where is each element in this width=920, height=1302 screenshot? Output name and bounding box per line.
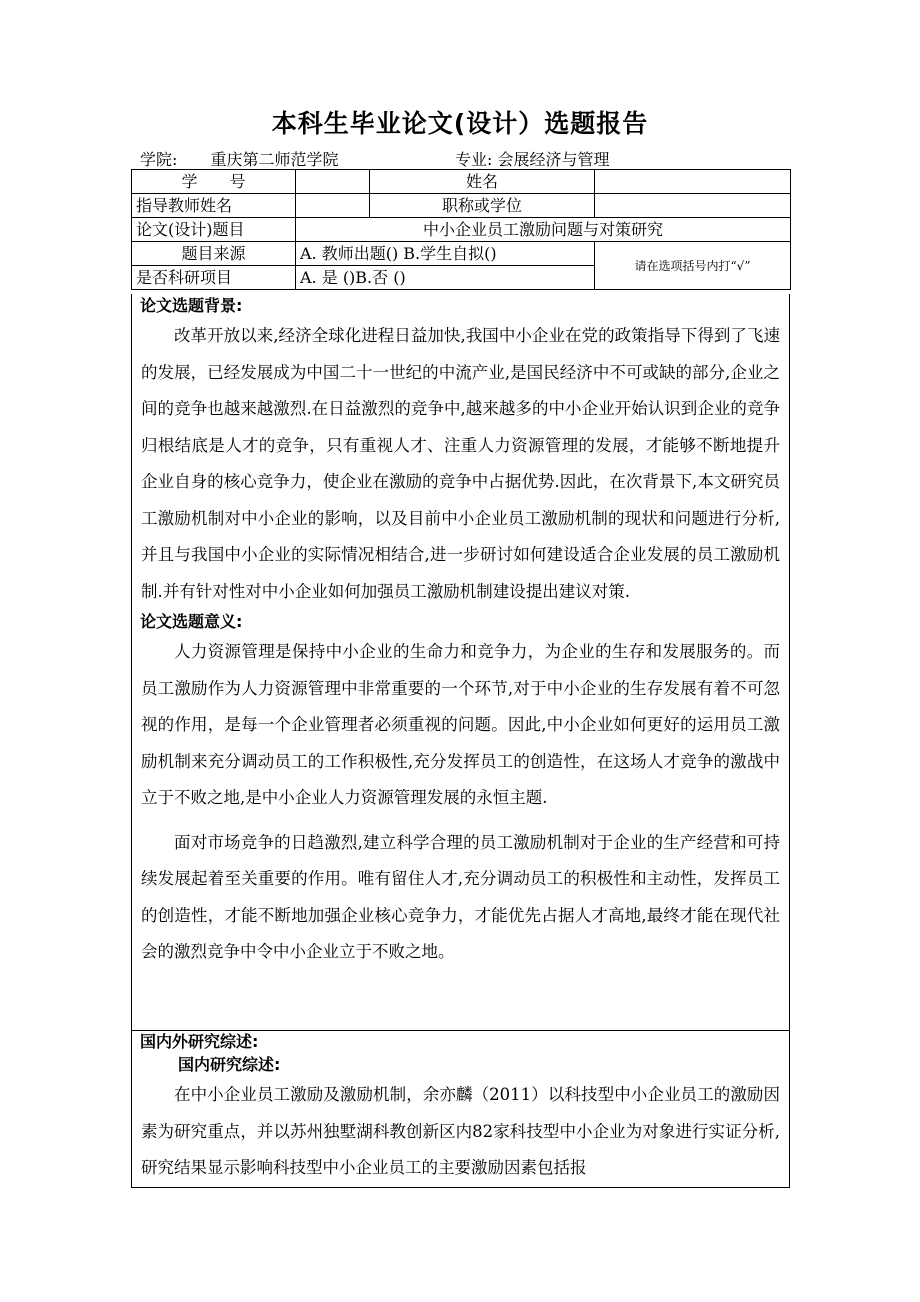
significance-heading: 论文选题意义: xyxy=(140,612,243,631)
advisor-label: 指导教师姓名 xyxy=(132,194,296,218)
info-table xyxy=(131,169,791,290)
student-id-label: 学 号 xyxy=(132,170,296,194)
table-row xyxy=(132,170,791,194)
college-field xyxy=(140,147,339,170)
table-row xyxy=(132,194,791,218)
major-label: 专业: xyxy=(455,150,493,169)
name-value xyxy=(595,170,791,194)
college-label: 学院: xyxy=(140,150,178,169)
college-value: 重庆第二师范学院 xyxy=(210,150,339,169)
topic-label: 论文(设计)题目 xyxy=(132,218,296,242)
selection-note: 请在选项括号内打“√” xyxy=(595,242,791,290)
advisor-value xyxy=(296,194,370,218)
significance-paragraph-1: 人力资源管理是保持中小企业的生命力和竞争力，为企业的生存和发展服务的。而员工激励作为人力资源管理中非常重要的一个环节,对于中小企业的生存发展有着不可忽视的作用，是每一个企业管理者必须重视的问题。因此,中小企业如何更好的运用员工激励机制来充分调动员工的工作积极性,充分发挥员工的创造性，在这场人才竞争的激战中立于不败之地,是中小企业人力资源管理发展的永恒主题. xyxy=(141,642,780,807)
student-id-value xyxy=(296,170,370,194)
significance-paragraph-2: 面对市场竞争的日趋激烈,建立科学合理的员工激励机制对于企业的生产经营和可持续发展起着至关重要的作用。唯有留住人才,充分调动员工的积极性和主动性，发挥员工的创造性，才能不断地加强企业核心竞争力，才能优先占据人才高地,最终才能在现代社会的激烈竞争中令中小企业立于不败之地。 xyxy=(141,832,780,961)
domestic-review-heading: 国内研究综述: xyxy=(178,1055,281,1074)
rank-value xyxy=(595,194,791,218)
research-value: A. 是 ()B.否 () xyxy=(296,266,595,290)
source-label: 题目来源 xyxy=(132,242,296,266)
review-section xyxy=(131,1030,790,1188)
table-row xyxy=(132,242,791,266)
review-heading: 国内外研究综述: xyxy=(140,1032,259,1051)
background-paragraph: 改革开放以来,经济全球化进程日益加快,我国中小企业在党的政策指导下得到了飞速的发展，已经发展成为中国二十一世纪的中流产业,是国民经济中不可或缺的部分,企业之间的竞争也越来越激烈.在日益激烈的竞争中,越来越多的中小企业开始认识到企业的竞争归根结底是人才的竞争，只有重视人才、注重人力资源管理的发展，才能够不断地提升企业自身的核心竞争力，使企业在激励的竞争中占据优势.因此，在次背景下,本文研究员工激励机制对中小企业的影响，以及目前中小企业员工激励机制的现状和问题进行分析,并且与我国中小企业的实际情况相结合,进一步研讨如何建设适合企业发展的员工激励机制.并有针对性对中小企业如何加强员工激励机制建设提出建议对策. xyxy=(141,326,780,601)
major-value: 会展经济与管理 xyxy=(497,150,610,169)
topic-value: 中小企业员工激励问题与对策研究 xyxy=(296,218,791,242)
background-significance-section xyxy=(131,294,790,1031)
background-heading: 论文选题背景: xyxy=(140,296,243,315)
review-paragraph: 在中小企业员工激励及激励机制，余亦麟（2011）以科技型中小企业员工的激励因素为研究重点，并以苏州独墅湖科教创新区内82家科技型中小企业为对象进行实证分析,研究结果显示影响科技型中小企业员工的主要激励因素包括报 xyxy=(141,1085,780,1177)
page-title: 本科生毕业论文(设计）选题报告 xyxy=(271,109,649,138)
source-value: A. 教师出题() B.学生自拟() xyxy=(296,242,595,266)
rank-label: 职称或学位 xyxy=(370,194,595,218)
major-field xyxy=(455,147,610,170)
research-label: 是否科研项目 xyxy=(132,266,296,290)
name-label: 姓名 xyxy=(370,170,595,194)
table-row xyxy=(132,218,791,242)
